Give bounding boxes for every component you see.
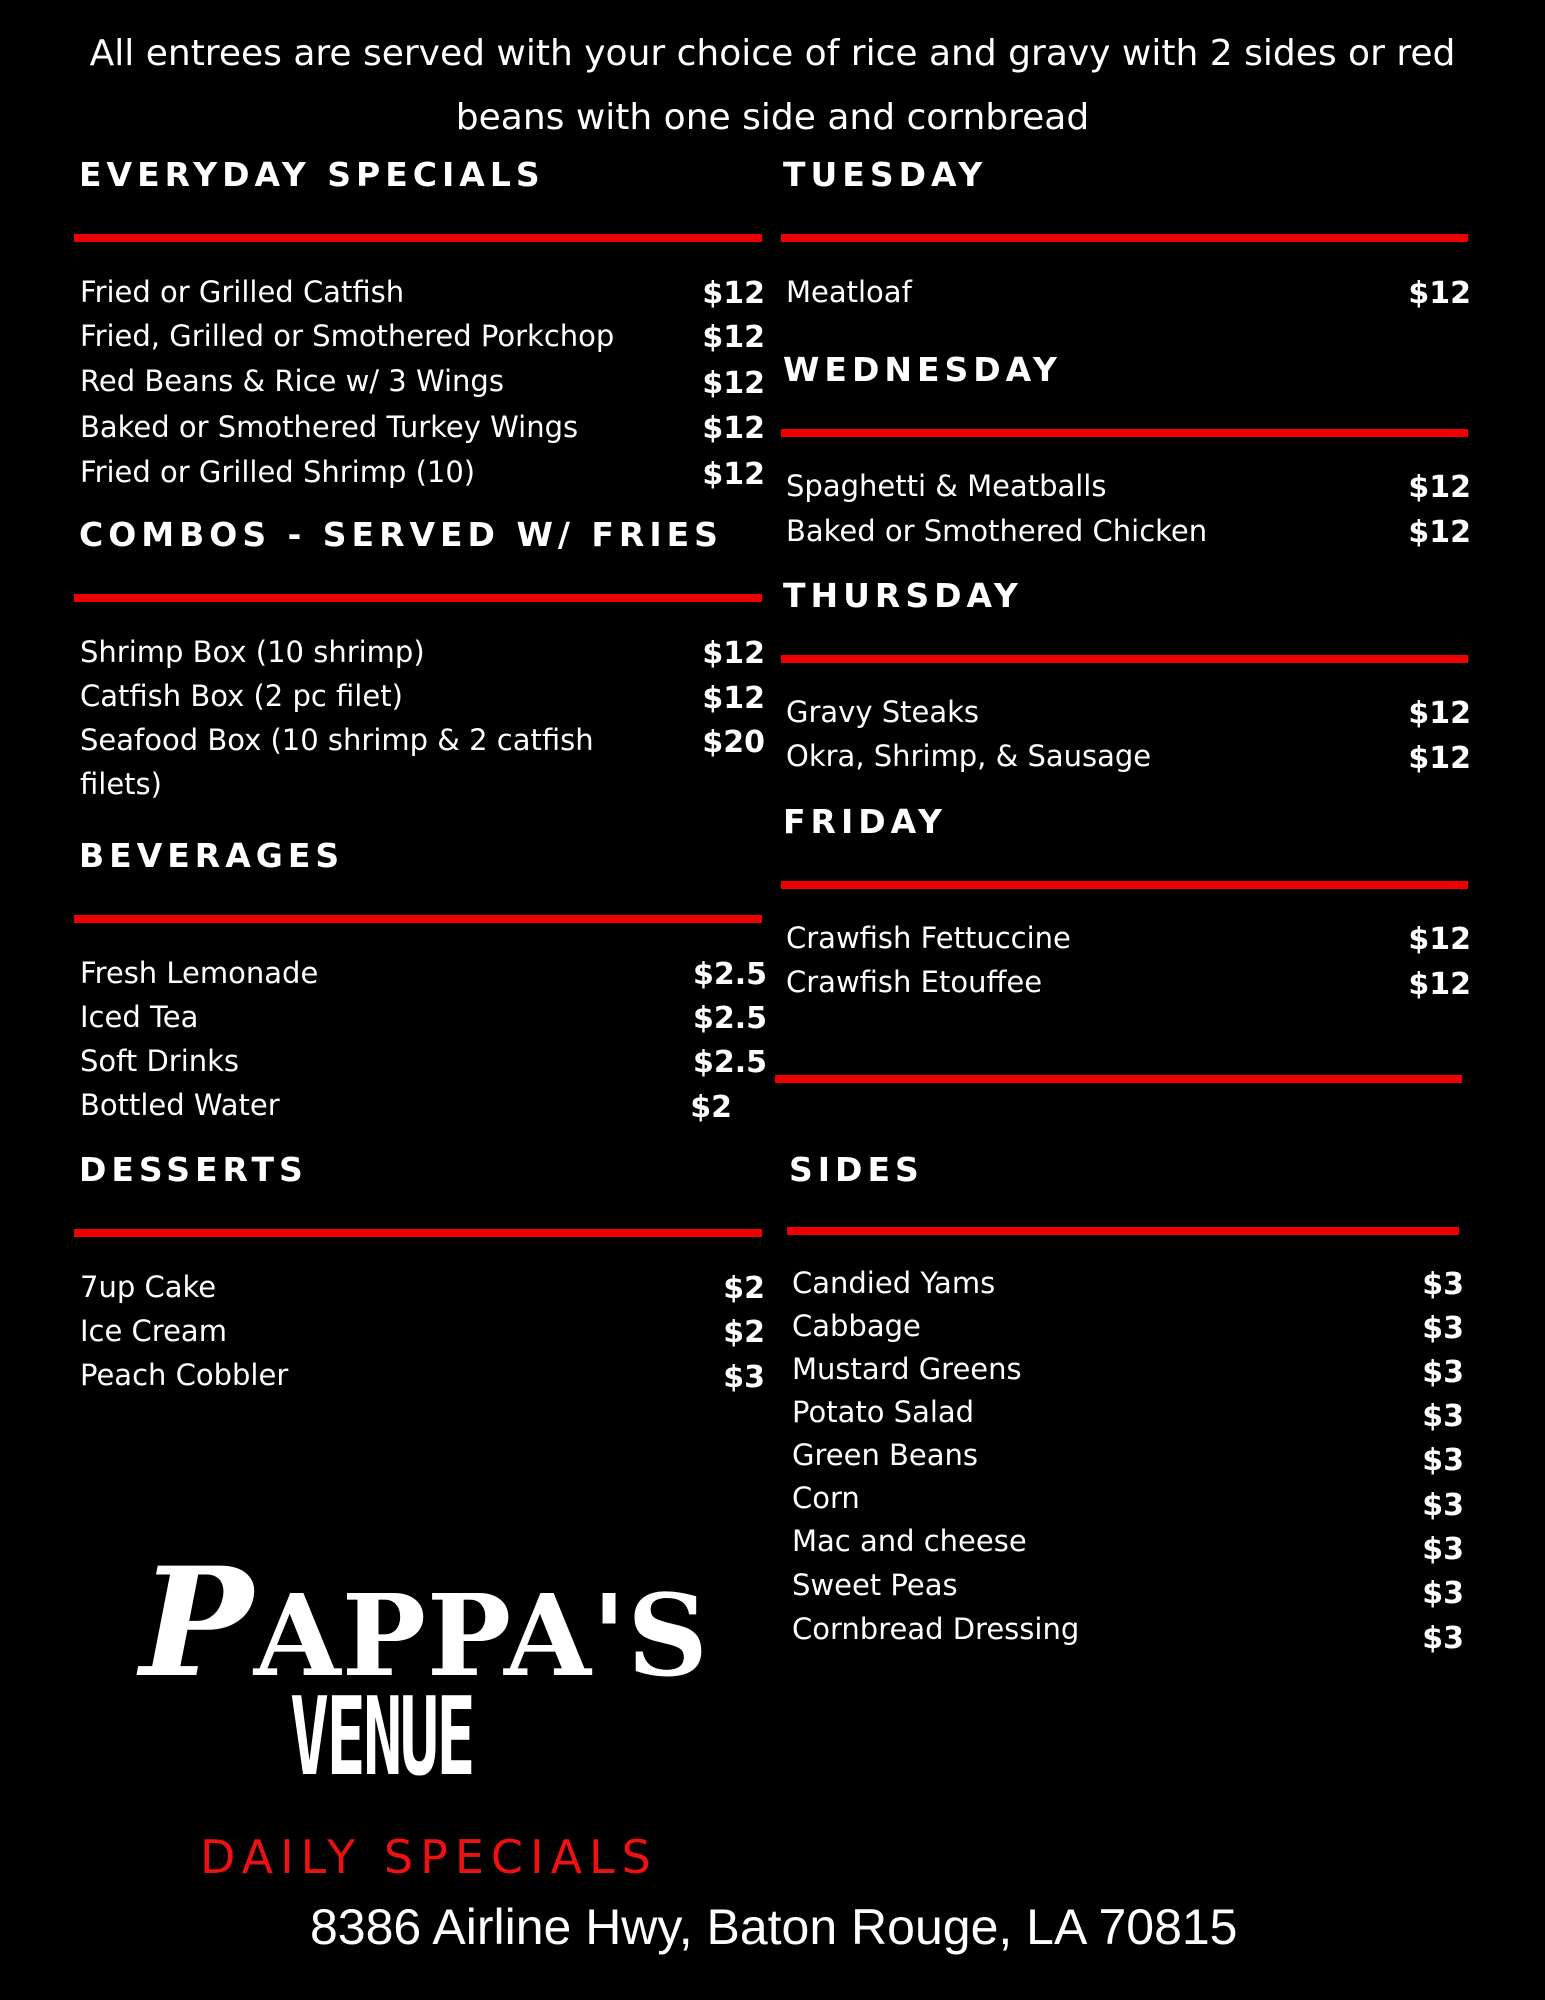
menu-item-name: Ice Cream	[80, 1314, 227, 1348]
menu-item-name: Sweet Peas	[792, 1568, 958, 1602]
section-title-tuesday: TUESDAY	[783, 155, 988, 194]
menu-item-price: $3	[1422, 1311, 1464, 1346]
section-title-sides: SIDES	[789, 1150, 924, 1189]
section-divider	[74, 1229, 762, 1237]
menu-item-name: Peach Cobbler	[80, 1358, 289, 1392]
menu-item-name: Baked or Smothered Chicken	[786, 514, 1208, 548]
menu-item-name: Fried or Grilled Shrimp (10)	[80, 455, 476, 489]
menu-item-price: $3	[1422, 1621, 1464, 1656]
menu-item-price: $3	[1422, 1488, 1464, 1523]
menu-item-name: 7up Cake	[80, 1270, 217, 1304]
menu-item-price: $12	[1408, 470, 1471, 505]
brand-logo-line2: VENUE	[290, 1675, 474, 1800]
menu-item-price: $12	[1408, 741, 1471, 776]
section-title-friday: FRIDAY	[783, 802, 947, 841]
section-title-thursday: THURSDAY	[783, 576, 1023, 615]
menu-item-name: Mustard Greens	[792, 1352, 1022, 1386]
menu-item-name: Meatloaf	[786, 275, 912, 309]
section-divider	[781, 655, 1468, 663]
brand-logo-initial: P	[140, 1535, 254, 1711]
section-title-desserts: DESSERTS	[79, 1150, 308, 1189]
menu-item-name: Red Beans & Rice w/ 3 Wings	[80, 364, 504, 398]
menu-item-price: $3	[1422, 1532, 1464, 1567]
menu-item-name: Candied Yams	[792, 1266, 996, 1300]
section-divider	[781, 429, 1468, 437]
menu-item-price: $12	[702, 636, 765, 671]
menu-item-price: $12	[702, 366, 765, 401]
menu-item-name: Fried or Grilled Catfish	[80, 275, 405, 309]
section-divider	[781, 881, 1468, 889]
menu-item-price: $3	[1422, 1267, 1464, 1302]
menu-item-price: $12	[702, 320, 765, 355]
menu-item-price: $2.5	[692, 1045, 767, 1080]
menu-item-price: $2	[690, 1090, 732, 1125]
section-title-beverages: BEVERAGES	[79, 836, 345, 875]
brand-logo-rest: APPA'S	[253, 1571, 710, 1702]
section-divider	[787, 1227, 1459, 1235]
menu-item-price: $3	[1422, 1399, 1464, 1434]
menu-item-price: $3	[1422, 1576, 1464, 1611]
menu-item-price: $12	[702, 411, 765, 446]
menu-item-name: Potato Salad	[792, 1395, 975, 1429]
menu-item-price: $2.5	[692, 1001, 767, 1036]
menu-item-price: $2	[723, 1271, 765, 1306]
section-divider	[74, 234, 762, 242]
section-divider	[781, 234, 1468, 242]
intro-note: All entrees are served with your choice of rice and gravy with 2 sides or red beans with one side and cornbread	[89, 33, 1456, 138]
section-title-wednesday: WEDNESDAY	[783, 350, 1062, 389]
menu-item-name: Soft Drinks	[80, 1044, 240, 1078]
section-divider	[775, 1075, 1462, 1083]
menu-item-name: Crawfish Etouffee	[786, 965, 1043, 999]
menu-item-price: $12	[702, 276, 765, 311]
tagline: DAILY SPECIALS	[200, 1830, 658, 1884]
menu-item-price: $12	[1408, 515, 1471, 550]
menu-item-name: Bottled Water	[80, 1088, 280, 1122]
section-divider	[74, 594, 762, 602]
menu-item-name: Crawfish Fettuccine	[786, 921, 1071, 955]
menu-item-name: Green Beans	[792, 1438, 979, 1472]
menu-item-name: Iced Tea	[80, 1000, 199, 1034]
menu-item-price: $12	[702, 457, 765, 492]
menu-item-price: $20	[702, 725, 765, 760]
menu-item-name: Cabbage	[792, 1309, 921, 1343]
menu-item-price: $12	[1408, 922, 1471, 957]
section-divider	[74, 915, 762, 923]
menu-item-price: $12	[1408, 696, 1471, 731]
menu-item-name: Catfish Box (2 pc filet)	[80, 679, 403, 713]
menu-item-price: $3	[1422, 1355, 1464, 1390]
menu-item-name: Corn	[792, 1481, 860, 1515]
section-title-everyday: EVERYDAY SPECIALS	[79, 155, 545, 194]
menu-item-price: $12	[1408, 967, 1471, 1002]
address: 8386 Airline Hwy, Baton Rouge, LA 70815	[310, 1899, 1238, 1955]
menu-item-price: $12	[1408, 276, 1471, 311]
menu-item-price: $3	[723, 1360, 765, 1395]
menu-item-name: Fried, Grilled or Smothered Porkchop	[80, 319, 615, 353]
menu-item-name: Gravy Steaks	[786, 695, 980, 729]
menu-item-name: Okra, Shrimp, & Sausage	[786, 739, 1152, 773]
menu-item-name: Mac and cheese	[792, 1524, 1027, 1558]
menu-item-name: Shrimp Box (10 shrimp)	[80, 635, 425, 669]
menu-item-name: Cornbread Dressing	[792, 1612, 1080, 1646]
section-title-combos: COMBOS - SERVED W/ FRIES	[79, 515, 723, 554]
menu-item-price: $3	[1422, 1443, 1464, 1478]
menu-item-name: Spaghetti & Meatballs	[786, 469, 1107, 503]
menu-item-price: $12	[702, 681, 765, 716]
menu-item-price: $2.5	[692, 957, 767, 992]
menu-item-name: Baked or Smothered Turkey Wings	[80, 410, 579, 444]
menu-item-name: Fresh Lemonade	[80, 956, 319, 990]
menu-item-name: Seafood Box (10 shrimp & 2 catfish filets)	[80, 723, 594, 801]
menu-item-price: $2	[723, 1315, 765, 1350]
